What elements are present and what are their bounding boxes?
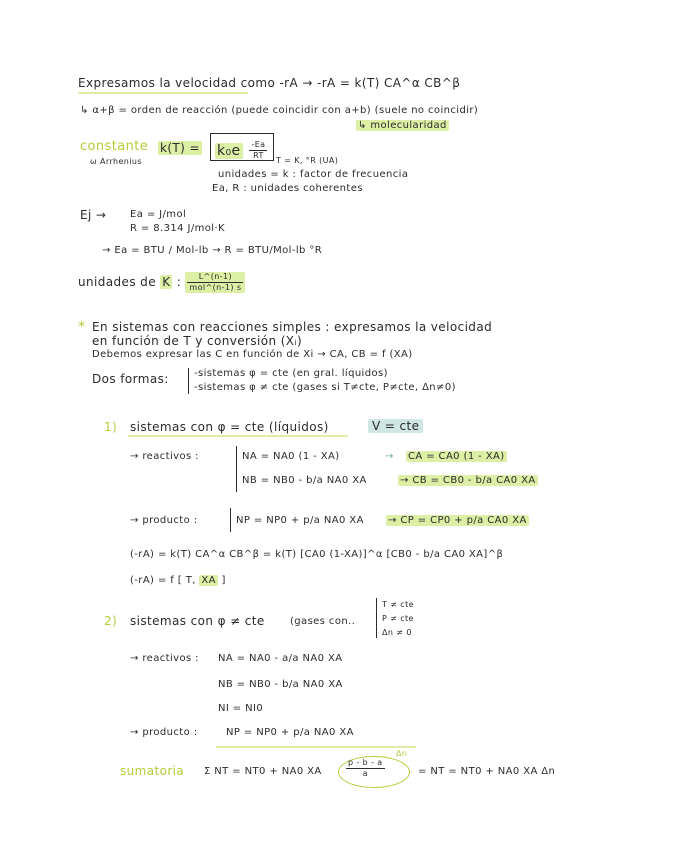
k-frac [185, 272, 245, 293]
simple-line1: En sistemas con reacciones simples : expresamos la velocidad [92, 320, 493, 334]
s2-cond-2: P ≠ cte [382, 614, 414, 623]
s2-reactivos-label: → reactivos : [130, 653, 199, 664]
simple-line2: en función de T y conversión (Xᵢ) [92, 334, 303, 348]
s2-ni-eq: NI = NI0 [218, 703, 264, 714]
s2-cond-3: Δn ≠ 0 [382, 628, 412, 637]
s2-np-eq: NP = NP0 + p/a NA0 XA [226, 727, 354, 738]
molecularity-highlight: ↳ molecularidad [358, 120, 447, 131]
sum-result: = NT = NT0 + NA0 XA Δn [418, 766, 556, 777]
s1-productos-label: → producto : [130, 515, 198, 526]
rate2-t: T, [185, 575, 196, 586]
k-units [78, 272, 245, 293]
sum-frac [346, 758, 385, 779]
s1-arrow-1: → [385, 451, 394, 462]
s1-cb-eq [398, 474, 538, 488]
units-note: unidades = k : factor de frecuencia [218, 169, 409, 180]
exp-num: -Ea [251, 140, 266, 149]
s1-nb-eq: NB = NB0 - b/a NA0 XA [242, 475, 367, 486]
s1-rate-2 [130, 574, 226, 588]
dn-label: Δn [396, 749, 408, 758]
s1-number: 1) [104, 420, 118, 434]
intro-title: Expresamos la velocidad como -rA → -rA = k(T) CA^α CB^β [78, 76, 461, 90]
s1-reactivos-label: → reactivos : [130, 451, 199, 462]
rate2-xa: XA [201, 575, 216, 586]
sumatoria-label: sumatoria [120, 764, 185, 778]
exp-den: RT [253, 151, 264, 160]
s1-badge [368, 419, 423, 433]
exp-frac [249, 140, 267, 161]
forma-1: -sistemas φ = cte (en gral. líquidos) [194, 368, 388, 379]
s2-na-eq: NA = NA0 - a/a NA0 XA [218, 653, 343, 664]
k-colon: : [176, 275, 182, 289]
title-underline [78, 92, 248, 94]
k-den: mol^(n-1) s [189, 283, 242, 292]
s1-underline [128, 435, 348, 437]
sum-frac-den: a [362, 769, 368, 778]
k-symbol: K [162, 275, 171, 289]
s2-separator [216, 746, 416, 748]
cb-highlight: → CB = CB0 - b/a CA0 XA [400, 475, 536, 486]
formas-brace [188, 368, 189, 394]
ca-highlight: CA = CA0 (1 - XA) [408, 451, 505, 462]
v-cte-badge: V = cte [368, 419, 423, 433]
s2-cond-brace [376, 598, 377, 638]
s1-na-eq: NA = NA0 (1 - XA) [242, 451, 340, 462]
s2-number: 2) [104, 614, 118, 628]
constante-label: constante [80, 139, 149, 154]
s2-title-note: (gases con.. [290, 616, 356, 627]
ea-btu: → Ea = BTU / Mol-lb → R = BTU/Mol-lb °R [102, 245, 323, 256]
ea-si: Ea = J/mol [130, 209, 187, 220]
s1-productos-brace [230, 508, 231, 532]
bullet-icon: * [78, 319, 86, 335]
s2-nb-eq: NB = NB0 - b/a NA0 XA [218, 679, 343, 690]
s2-title: sistemas con φ ≠ cte [130, 614, 265, 628]
forma-2: -sistemas φ ≠ cte (gases si T≠cte, P≠cte, Δn≠0) [194, 382, 456, 393]
simple-line3: Debemos expresar las C en función de Xi → CA, CB = f (XA) [92, 349, 413, 360]
s1-np-eq: NP = NP0 + p/a NA0 XA [236, 515, 364, 526]
kt-label [158, 141, 202, 155]
s2-cond-1: T ≠ cte [382, 600, 414, 609]
k0e [215, 140, 267, 161]
s1-cp-eq [386, 514, 529, 528]
k-units-label: unidades de [78, 275, 156, 289]
rate2-post: ] [221, 575, 226, 586]
s1-reactivos-brace [236, 446, 237, 492]
k0e-highlight: k₀e [217, 142, 241, 159]
k-num: L^(n-1) [187, 272, 243, 283]
s1-ca-eq [406, 450, 507, 464]
kt-highlight: k(T) = [160, 141, 200, 155]
temp-note: T = K, °R (UA) [276, 156, 339, 165]
arrhenius-sub: ω Arrhenius [90, 157, 142, 166]
s1-rate-1: (-rA) = k(T) CA^α CB^β = k(T) [CA0 (1-XA)]^α [CB0 - b/a CA0 XA]^β [130, 549, 504, 560]
ej-label: Ej → [80, 208, 107, 222]
s2-productos-label: → producto : [130, 727, 198, 738]
rate2-pre: (-rA) = f [ [130, 575, 183, 586]
sum-frac-num: p - b - a [348, 758, 383, 767]
cp-highlight: → CP = CP0 + p/a CA0 XA [388, 515, 527, 526]
r-si: R = 8.314 J/mol·K [130, 223, 225, 234]
sum-eq: Σ NT = NT0 + NA0 XA [204, 766, 322, 777]
order-note: ↳ α+β = orden de reacción (puede coincidir con a+b) (suele no coincidir) [80, 105, 479, 116]
sum-frac-inner [346, 758, 385, 779]
dos-formas: Dos formas: [92, 372, 169, 386]
s1-title: sistemas con φ = cte (líquidos) [130, 420, 329, 434]
molecularity-note [356, 119, 449, 133]
ea-note: Ea, R : unidades coherentes [212, 183, 363, 194]
